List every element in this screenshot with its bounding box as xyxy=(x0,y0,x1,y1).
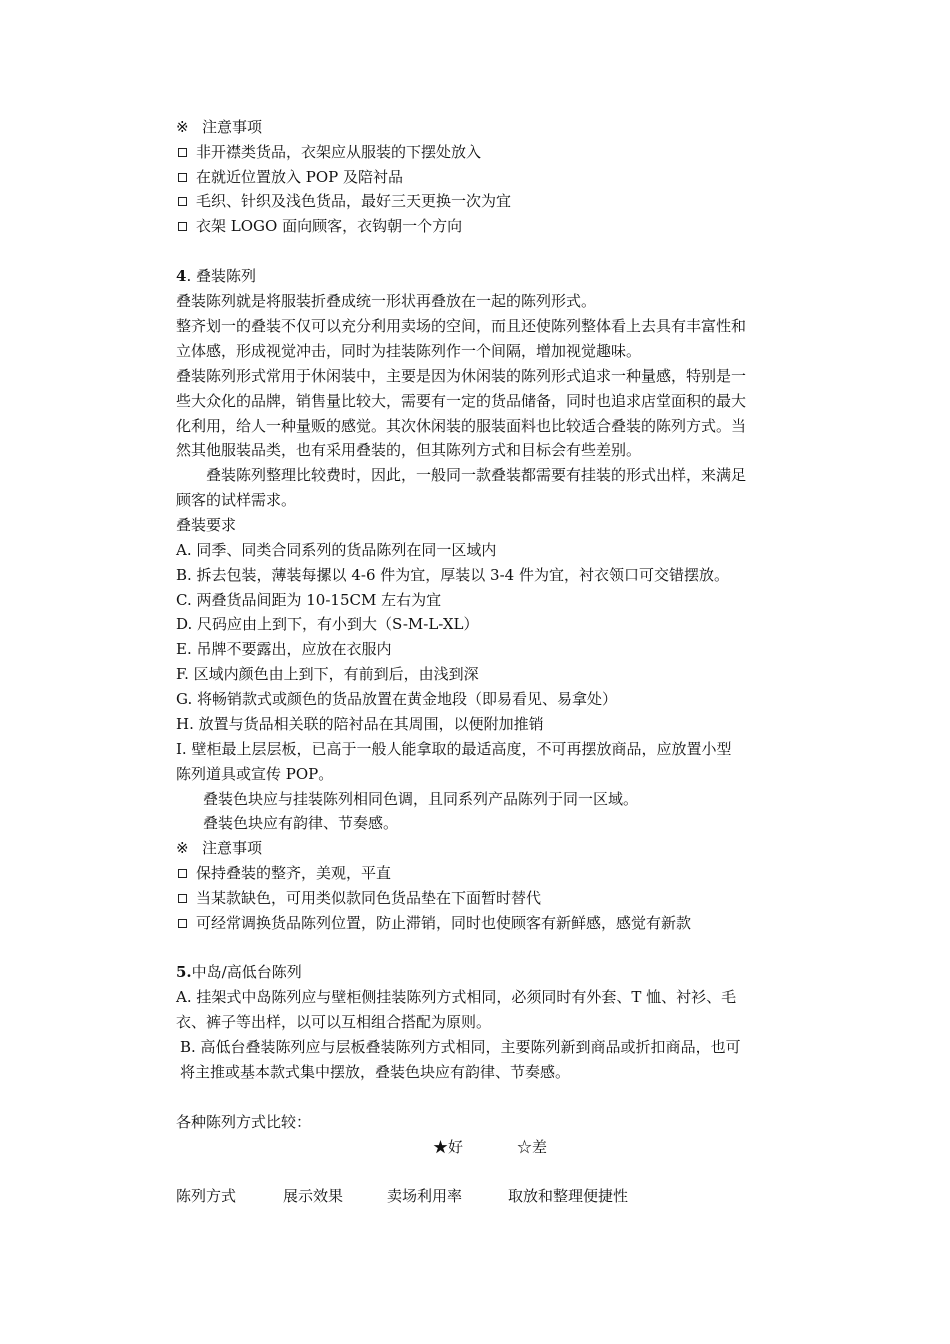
paragraph: 将主推或基本款式集中摆放，叠装色块应有韵律、节奏感。 xyxy=(180,1063,571,1081)
checkbox-square-icon xyxy=(178,148,187,157)
paragraph: 些大众化的品牌，销售量比较大，需要有一定的货品储备，同时也追求店堂面积的最大 xyxy=(176,392,747,410)
checkbox-square-icon xyxy=(178,894,187,903)
paragraph: B. 高低台叠装陈列应与层板叠装陈列方式相同，主要陈列新到商品或折扣商品，也可 xyxy=(180,1038,741,1056)
paragraph: 整齐划一的叠装不仅可以充分利用卖场的空间，而且还使陈列整体看上去具有丰富性和 xyxy=(176,317,747,335)
paragraph: A. 挂架式中岛陈列应与壁柜侧挂装陈列方式相同，必须同时有外套、T 恤、衬衫、毛 xyxy=(176,988,737,1006)
section-4-heading: 4. 叠装陈列 xyxy=(176,267,256,285)
comparison-header-row xyxy=(176,1184,628,1209)
note-item: 非开襟类货品，衣架应从服装的下摆处放入 xyxy=(176,140,481,165)
requirement-item: H. 放置与货品相关联的陪衬品在其周围，以便附加推销 xyxy=(176,715,544,733)
requirement-item: B. 拆去包装，薄装每摞以 4-6 件为宜，厚装以 3-4 件为宜，衬衣领口可交错摆放。 xyxy=(176,566,729,584)
legend-good: ★好 xyxy=(433,1138,464,1156)
requirement-item: F. 区域内颜色由上到下，有前到后，由浅到深 xyxy=(176,665,479,683)
checkbox-square-icon xyxy=(178,173,187,182)
comparison-title: 各种陈列方式比较： xyxy=(176,1113,312,1131)
column-header: 卖场利用率 xyxy=(387,1187,463,1205)
paragraph: 叠装色块应与挂装陈列相同色调，且同系列产品陈列于同一区域。 xyxy=(203,790,639,808)
requirement-item: E. 吊牌不要露出，应放在衣服内 xyxy=(176,640,392,658)
column-header: 展示效果 xyxy=(283,1187,344,1205)
paragraph: 叠装陈列整理比较费时，因此，一般同一款叠装都需要有挂装的形式出样，来满足 xyxy=(206,466,747,484)
checkbox-square-icon xyxy=(178,222,187,231)
requirements-heading: 叠装要求 xyxy=(176,516,237,534)
requirement-item: C. 两叠货品间距为 10-15CM 左右为宜 xyxy=(176,591,442,609)
paragraph: 立体感，形成视觉冲击，同时为挂装陈列作一个间隔，增加视觉趣味。 xyxy=(176,342,642,360)
checkbox-square-icon xyxy=(178,919,187,928)
section-5-heading: 5.中岛/高低台陈列 xyxy=(176,963,302,981)
requirement-item: D. 尺码应由上到下，有小到大（S-M-L-XL） xyxy=(176,615,479,633)
notes-heading: ※ 注意事项 xyxy=(176,836,262,861)
note-item: 在就近位置放入 POP 及陪衬品 xyxy=(176,165,403,190)
requirement-item: I. 壁柜最上层层板，已高于一般人能拿取的最适高度，不可再摆放商品，应放置小型 xyxy=(176,740,732,758)
paragraph: 化利用，给人一种量贩的感觉。其次休闲装的服装面料也比较适合叠装的陈列方式。当 xyxy=(176,417,747,435)
requirement-item: G. 将畅销款式或颜色的货品放置在黄金地段（即易看见、易拿处） xyxy=(176,690,617,708)
note-mark: ※ xyxy=(176,839,189,857)
paragraph: 顾客的试样需求。 xyxy=(176,491,297,509)
paragraph: 叠装色块应有韵律、节奏感。 xyxy=(203,814,399,832)
note-item: 毛织、针织及浅色货品，最好三天更换一次为宜 xyxy=(176,189,511,214)
legend-bad: ☆差 xyxy=(517,1138,548,1156)
note-mark: ※ xyxy=(176,118,189,136)
note-item: 保持叠装的整齐，美观，平直 xyxy=(176,861,391,886)
requirement-item: A. 同季、同类合同系列的货品陈列在同一区域内 xyxy=(176,541,497,559)
checkbox-square-icon xyxy=(178,197,187,206)
paragraph: 衣、裤子等出样，以可以互相组合搭配为原则。 xyxy=(176,1013,492,1031)
column-header: 取放和整理便捷性 xyxy=(508,1187,629,1205)
paragraph: 叠装陈列就是将服装折叠成统一形状再叠放在一起的陈列形式。 xyxy=(176,292,597,310)
note-item: 当某款缺色，可用类似款同色货品垫在下面暂时替代 xyxy=(176,886,541,911)
note-item: 可经常调换货品陈列位置，防止滞销，同时也使顾客有新鲜感，感觉有新款 xyxy=(176,911,691,936)
note-item: 衣架 LOGO 面向顾客，衣钩朝一个方向 xyxy=(176,214,462,239)
requirement-item: 陈列道具或宣传 POP。 xyxy=(176,765,334,783)
notes-heading: ※ 注意事项 xyxy=(176,115,262,140)
paragraph: 然其他服装品类，也有采用叠装的，但其陈列方式和目标会有些差别。 xyxy=(176,441,642,459)
checkbox-square-icon xyxy=(178,869,187,878)
paragraph: 叠装陈列形式常用于休闲装中，主要是因为休闲装的陈列形式追求一种量感，特别是一 xyxy=(176,367,747,385)
column-header: 陈列方式 xyxy=(176,1187,237,1205)
